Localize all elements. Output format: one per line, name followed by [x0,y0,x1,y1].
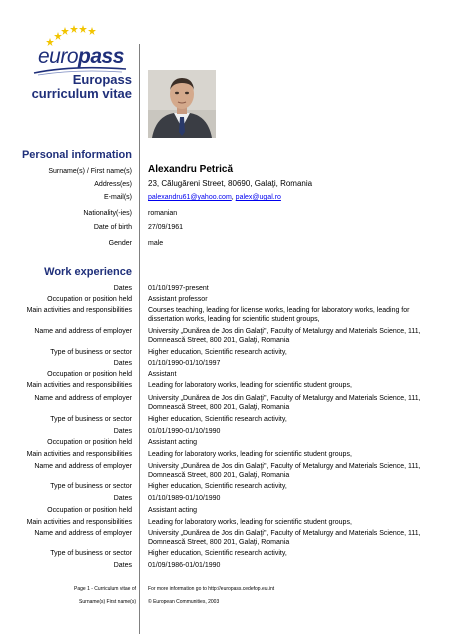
value-nationality: romanian [148,210,178,217]
europass-wordmark: europass [38,45,124,68]
profile-photo [148,70,216,138]
label-dates: Dates [113,495,132,502]
value-occupation: Assistant [148,371,177,378]
label-activities: Main activities and responsibilities [26,382,132,389]
value-occupation: Assistant acting [148,439,198,446]
label-address: Address(es) [94,181,132,188]
value-email: palexandru61@yahoo.com, palex@ugal.ro [148,194,281,201]
label-activities: Main activities and responsibilities [26,519,132,526]
label-dates: Dates [113,360,132,367]
label-employer: Name and address of employer [34,463,132,470]
cv-title-line2: curriculum vitae [31,86,132,101]
value-gender: male [148,240,164,247]
footer-info-line2: © European Communities, 2003 [148,599,220,605]
label-nationality: Nationality(-ies) [83,210,132,217]
value-sector: Higher education, Scientific research activity, [148,416,287,423]
value-dob: 27/09/1961 [148,224,184,231]
value-address: 23, Călugăreni Street, 80690, Galaţi, Romania [148,179,313,188]
column-divider [139,44,140,634]
value-activities: Leading for laboratory works, leading for scientific student groups, [148,519,352,526]
value-activities: Leading for laboratory works, leading for scientific student groups, [148,451,352,458]
label-sector: Type of business or sector [50,349,132,356]
label-employer: Name and address of employer [34,395,132,402]
value-activities: Leading for laboratory works, leading for scientific student groups, [148,382,352,389]
label-occupation: Occupation or position held [47,439,132,446]
value-name: Alexandru Petrică [148,164,234,175]
value-sector: Higher education, Scientific research activity, [148,483,287,490]
label-employer: Name and address of employer [34,328,132,335]
footer-page-line1: Page 1 - Curriculum vitae of [74,586,136,592]
label-occupation: Occupation or position held [47,296,132,303]
label-employer: Name and address of employer [34,530,132,537]
label-activities: Main activities and responsibilities [26,307,132,314]
value-dates: 01/09/1986-01/01/1990 [148,562,221,569]
label-dob: Date of birth [93,224,132,231]
cv-title [2,73,132,101]
label-sector: Type of business or sector [50,483,132,490]
footer-europass-info [148,586,438,605]
label-dates: Dates [113,562,132,569]
label-dates: Dates [113,428,132,435]
label-gender: Gender [108,240,132,247]
footer-page-line2: Surname(s) First name(s) [79,599,136,605]
label-dates: Dates [113,285,132,292]
value-occupation: Assistant professor [148,296,208,303]
value-employer: University „Dunărea de Jos din Galaţi", Faculty of Metalurgy and Materials Science, 111, Domnească Street, 800 201, Galaţi, Romania [148,395,421,411]
footer-info-line1: For more information go to http://europass.cedefop.eu.int [148,586,275,592]
section-heading-personal: Personal information [21,149,132,161]
label-occupation: Occupation or position held [47,507,132,514]
email-link-1[interactable]: palexandru61@yahoo.com [148,194,232,201]
footer-page-info [52,586,136,605]
value-dates: 01/10/1990-01/10/1997 [148,360,221,367]
label-sector: Type of business or sector [50,416,132,423]
cv-title-line1: Europass [72,72,132,87]
value-dates: 01/10/1997-present [148,285,209,292]
label-occupation: Occupation or position held [47,371,132,378]
section-heading-work: Work experience [44,266,132,278]
value-occupation: Assistant acting [148,507,198,514]
value-activities: Courses teaching, leading for license works, leading for laboratory works, leading for dissertation works, leading for scientific student groups, [148,307,410,323]
value-employer: University „Dunărea de Jos din Galaţi", Faculty of Metalurgy and Materials Science, 111, Domnească Street, 800 201, Galaţi, Romania [148,530,421,546]
label-name: Surname(s) / First name(s) [48,168,132,175]
value-employer: University „Dunărea de Jos din Galaţi", Faculty of Metalurgy and Materials Science, 111, Domnească Street, 800 201, Galaţi, Romania [148,328,421,344]
value-dates: 01/10/1989-01/10/1990 [148,495,221,502]
value-sector: Higher education, Scientific research activity, [148,349,287,356]
value-dates: 01/01/1990-01/10/1990 [148,428,221,435]
label-activities: Main activities and responsibilities [26,451,132,458]
value-sector: Higher education, Scientific research activity, [148,550,287,557]
europass-logo [30,22,130,72]
email-link-2[interactable]: palex@ugal.ro [235,194,281,201]
value-employer: University „Dunărea de Jos din Galaţi", Faculty of Metalurgy and Materials Science, 111, Domnească Street, 800 201, Galaţi, Romania [148,463,421,479]
label-sector: Type of business or sector [50,550,132,557]
label-email: E-mail(s) [104,194,132,201]
